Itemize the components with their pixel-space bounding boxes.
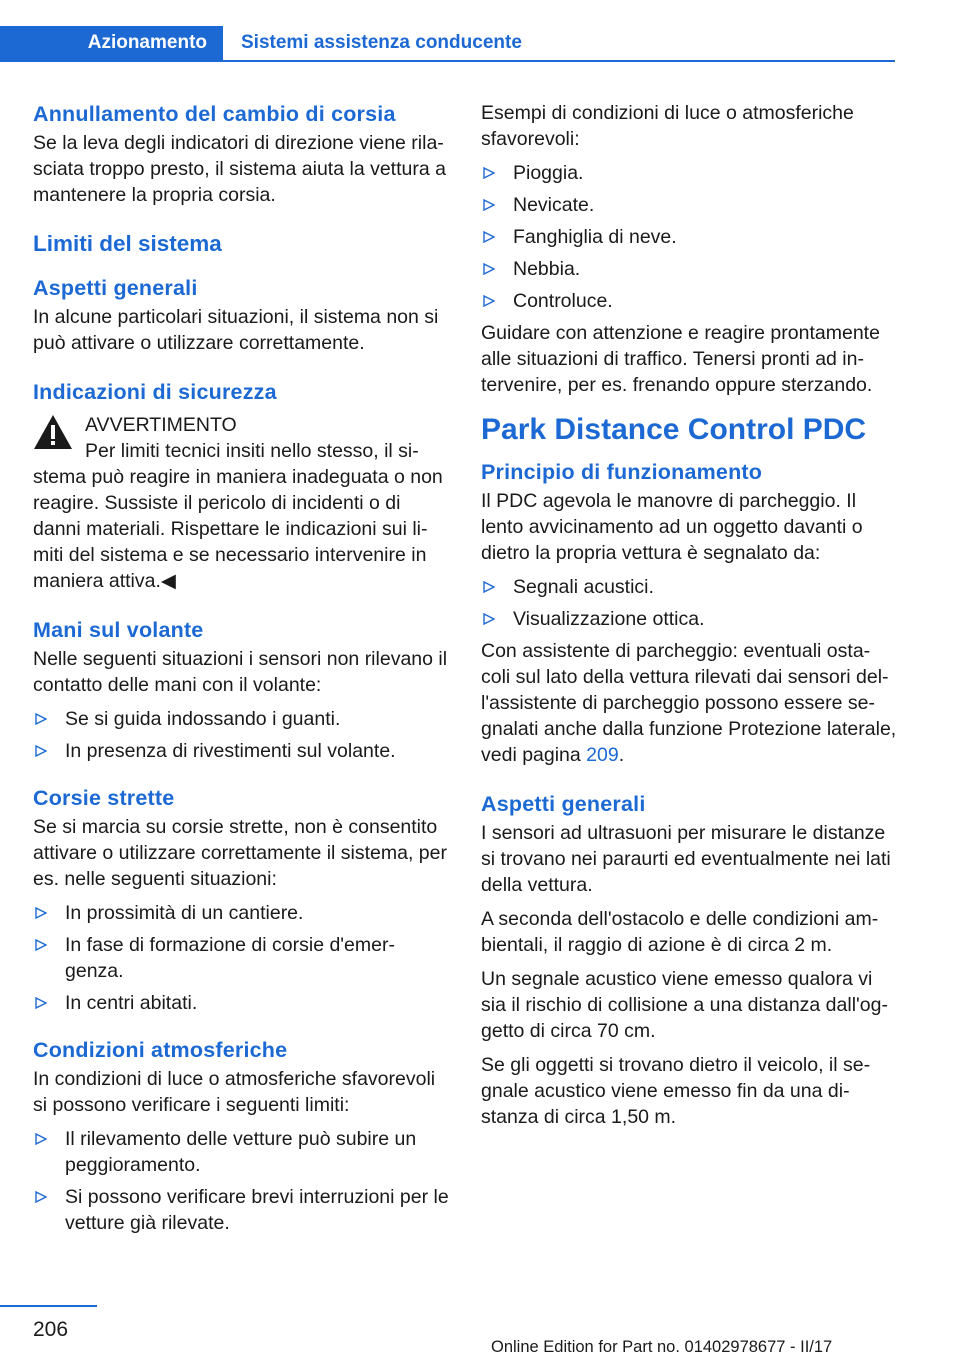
list-corsie-strette <box>33 900 449 1016</box>
chapter-title-pdc: Park Distance Control PDC <box>481 413 867 446</box>
section-title-aspetti-generali-pdc: Aspetti generali <box>481 792 646 816</box>
intro-after-text: Guidare con attenzione e reagire prontamente alle situazioni di traffico. Tenersi pronti ad in-tervenire, per es. frenando oppure sterzando. <box>481 322 880 396</box>
warning-text: stema può reagire in maniera inadeguata o non reagire. Sussiste il pericolo di incidenti o di danni materiali. Rispettare le indicazioni sui li-miti del sistema e se necessario intervenire in maniera attiva.◀ <box>33 466 443 592</box>
section-text-annullamento: Se la leva degli indicatori di direzione viene rila-sciata troppo presto, il sistema aiuta la vettura a mantenere la propria corsia. <box>33 132 446 206</box>
list-item: In centri abitati. <box>33 990 449 1016</box>
section-title-principio: Principio di funzionamento <box>481 460 763 484</box>
triangle-right-icon <box>481 574 497 600</box>
list-item: Controluce. <box>481 288 897 314</box>
section-text-assistente-parcheggio: Con assistente di parcheggio: eventuali osta-coli sul lato della vettura rilevati dai sensori del-l'assistente di parcheggio possono essere se-gnalati anche dalla funzione Protezione laterale, vedi pagina 209. <box>481 640 897 766</box>
section-text-principio: Il PDC agevola le manovre di parcheggio. Il lento avvicinamento ad un oggetto davanti o dietro la propria vettura è segnalato da: <box>481 490 863 564</box>
list-item: Visualizzazione ottica. <box>481 606 897 632</box>
left-column <box>33 100 449 1242</box>
triangle-right-icon <box>481 288 497 314</box>
section-title-limiti: Limiti del sistema <box>33 231 222 256</box>
section-title-mani-volante: Mani sul volante <box>33 618 204 642</box>
header-divider <box>0 60 895 62</box>
list-item: In fase di formazione di corsie d'emer-genza. <box>33 932 449 984</box>
edition-info: Online Edition for Part no. 01402978677 - II/17 <box>491 1338 833 1356</box>
triangle-right-icon <box>481 224 497 250</box>
list-item: Si possono verificare brevi interruzioni per le vetture già rilevate. <box>33 1184 449 1236</box>
tab-azionamento[interactable]: Azionamento <box>0 26 223 60</box>
list-mani-volante <box>33 706 449 764</box>
intro-text: Esempi di condizioni di luce o atmosferiche sfavorevoli: <box>481 102 854 150</box>
page-link-209[interactable]: 209 <box>586 744 619 766</box>
list-segnalazioni <box>481 574 897 632</box>
page-number: 206 <box>33 1318 69 1341</box>
list-item: Se si guida indossando i guanti. <box>33 706 449 732</box>
warning-triangle-icon <box>33 414 73 450</box>
section-text-condizioni-atmosferiche: In condizioni di luce o atmosferiche sfavorevoli si possono verificare i seguenti limiti: <box>33 1068 436 1116</box>
tab-sistemi-assistenza[interactable]: Sistemi assistenza conducente <box>241 32 522 53</box>
section-text-sensori: I sensori ad ultrasuoni per misurare le distanze si trovano nei paraurti ed eventualmente nei lati della vettura. <box>481 822 891 896</box>
list-item: In presenza di rivestimenti sul volante. <box>33 738 449 764</box>
triangle-right-icon <box>481 606 497 632</box>
list-item: Fanghiglia di neve. <box>481 224 897 250</box>
footer-divider <box>0 1305 97 1307</box>
triangle-right-icon <box>33 932 49 958</box>
section-title-corsie-strette: Corsie strette <box>33 786 175 810</box>
triangle-right-icon <box>33 900 49 926</box>
section-title-sicurezza: Indicazioni di sicurezza <box>33 380 277 404</box>
section-text-mani-volante: Nelle seguenti situazioni i sensori non rilevano il contatto delle mani con il volante: <box>33 648 448 696</box>
list-item: Pioggia. <box>481 160 897 186</box>
triangle-right-icon <box>33 738 49 764</box>
triangle-right-icon <box>33 1126 49 1152</box>
section-text-aspetti-generali: In alcune particolari situazioni, il sistema non si può attivare o utilizzare correttamente. <box>33 306 439 354</box>
list-condizioni-atmosferiche <box>33 1126 449 1236</box>
right-column <box>481 100 897 1138</box>
section-title-annullamento: Annullamento del cambio di corsia <box>33 102 396 126</box>
warning-label: AVVERTIMENTO <box>85 414 237 436</box>
triangle-right-icon <box>481 256 497 282</box>
list-item: In prossimità di un cantiere. <box>33 900 449 926</box>
list-item: Segnali acustici. <box>481 574 897 600</box>
warning-block <box>33 412 449 594</box>
section-text-raggio: A seconda dell'ostacolo e delle condizioni am-bientali, il raggio di azione è di circa 2 m. <box>481 908 879 956</box>
triangle-right-icon <box>33 1184 49 1210</box>
list-item: Il rilevamento delle vetture può subire un peggioramento. <box>33 1126 449 1178</box>
triangle-right-icon <box>33 706 49 732</box>
section-title-aspetti-generali: Aspetti generali <box>33 276 198 300</box>
list-item: Nevicate. <box>481 192 897 218</box>
section-title-condizioni-atmosferiche: Condizioni atmosferiche <box>33 1038 288 1062</box>
section-text-collisione: Un segnale acustico viene emesso qualora vi sia il rischio di collisione a una distanza dall'og-getto di circa 70 cm. <box>481 968 888 1042</box>
page-header <box>0 0 895 62</box>
list-item: Nebbia. <box>481 256 897 282</box>
section-text-corsie-strette: Se si marcia su corsie strette, non è consentito attivare o utilizzare correttamente il sistema, per es. nelle seguenti situazioni: <box>33 816 447 890</box>
triangle-right-icon <box>33 990 49 1016</box>
warning-text-first-line: Per limiti tecnici insiti nello stesso, il si- <box>85 440 419 462</box>
section-text-retro: Se gli oggetti si trovano dietro il veicolo, il se-gnale acustico viene emesso fin da una di-stanza di circa 1,50 m. <box>481 1054 871 1128</box>
triangle-right-icon <box>481 160 497 186</box>
triangle-right-icon <box>481 192 497 218</box>
list-condizioni-sfavorevoli <box>481 160 897 314</box>
